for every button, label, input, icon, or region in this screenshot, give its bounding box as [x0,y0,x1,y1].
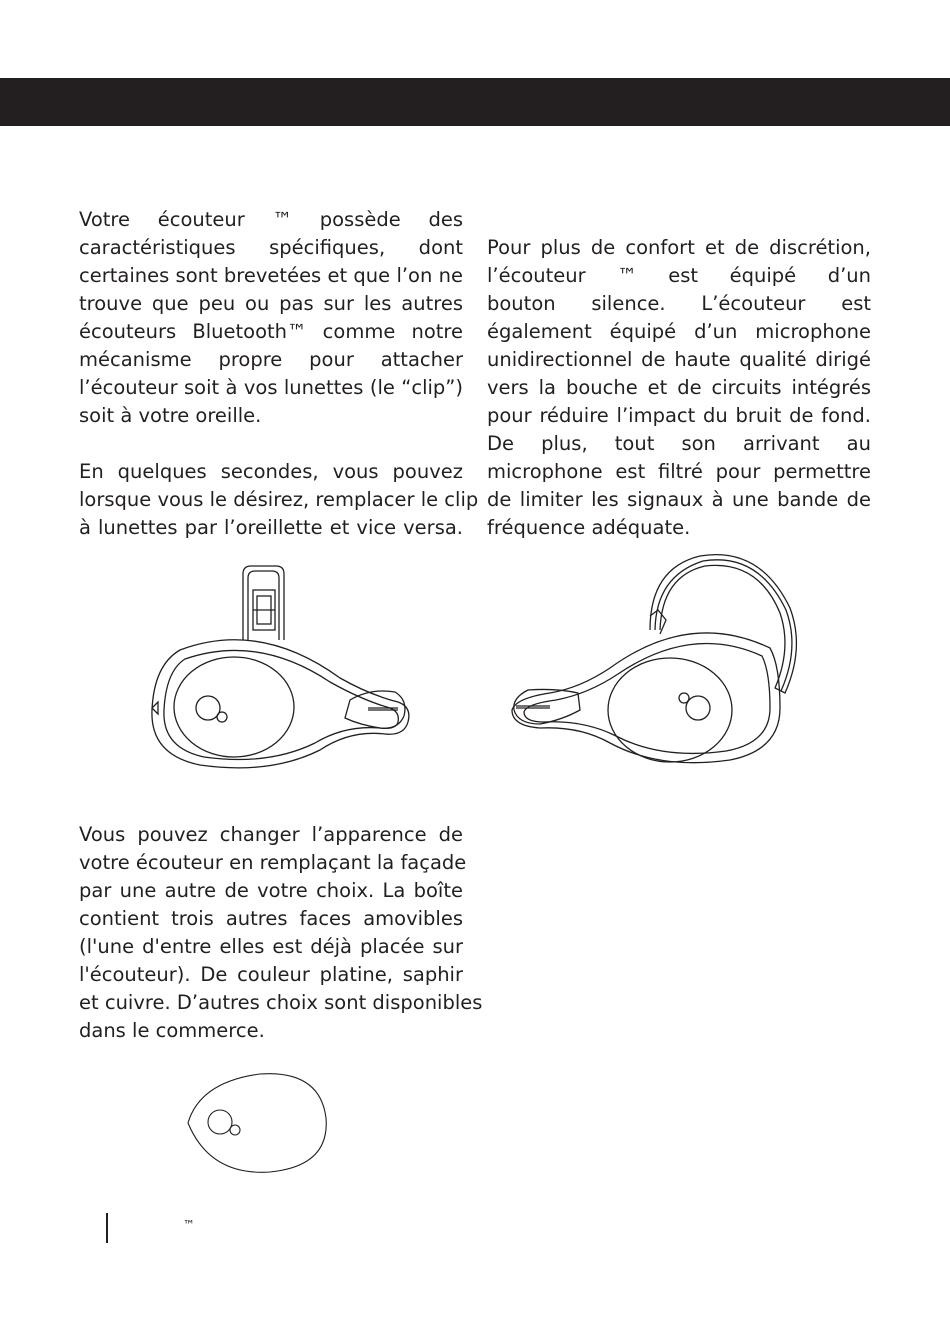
text-line: En quelques secondes, vous pouvez [79,460,463,483]
text-line: l'écouteur). De couleur platine, saphir [79,963,463,986]
text-line: soit à votre oreille. [79,404,262,427]
text-line: unidirectionnel de haute qualité dirigé [487,348,871,371]
intro-paragraph [79,206,463,430]
text-line: à lunettes par l’oreillette et vice versa. [79,516,463,539]
footer-rule [106,1213,108,1243]
clip-paragraph [79,458,479,542]
text-line: (l'une d'entre elles est déjà placée sur [79,935,463,958]
footer-trademark: ™ [183,1218,195,1232]
text-line: mécanisme propre pour attacher [79,348,463,371]
text-line: certaines sont brevetées et que l’on ne [79,264,463,287]
text-line: caractéristiques spécifiques, dont [79,236,463,259]
text-line: pour réduire l’impact du bruit de fond. [487,404,871,427]
text-line: l’écouteur soit à vos lunettes (le “clip”) [79,376,463,399]
comfort-paragraph [487,234,871,542]
text-line: l’écouteur ™ est équipé d’un [487,264,871,287]
text-line: écouteurs Bluetooth™ comme notre [79,320,463,343]
text-line: contient trois autres faces amovibles [79,907,463,930]
text-line: bouton silence. L’écouteur est [487,292,871,315]
text-line: trouve que peu ou pas sur les autres [79,292,463,315]
headset-ear-hook-illustration [500,548,810,783]
text-line: vers la bouche et de circuits intégrés [487,376,871,399]
text-line: microphone est filtré pour permettre [487,460,871,483]
text-line: également équipé d’un microphone [487,320,871,343]
text-line: votre écouteur en remplaçant la façade [79,851,467,874]
text-line: lorsque vous le désirez, remplacer le clip [79,488,479,511]
text-line: Votre écouteur ™ possède des [79,208,463,231]
text-line: de limiter les signaux à une bande de [487,488,871,511]
text-line: Pour plus de confort et de discrétion, [487,236,871,259]
text-line: par une autre de votre choix. La boîte [79,879,463,902]
faceplate-paragraph [79,821,483,1045]
header-bar [0,78,950,126]
text-line: dans le commerce. [79,1019,265,1042]
text-line: Vous pouvez changer l’apparence de [79,823,463,846]
text-line: et cuivre. D’autres choix sont disponibles [79,991,483,1014]
headset-glasses-clip-illustration [140,560,430,780]
text-line: fréquence adéquate. [487,516,691,539]
text-line: De plus, tout son arrivant au [487,432,871,455]
faceplate-illustration [180,1068,330,1178]
